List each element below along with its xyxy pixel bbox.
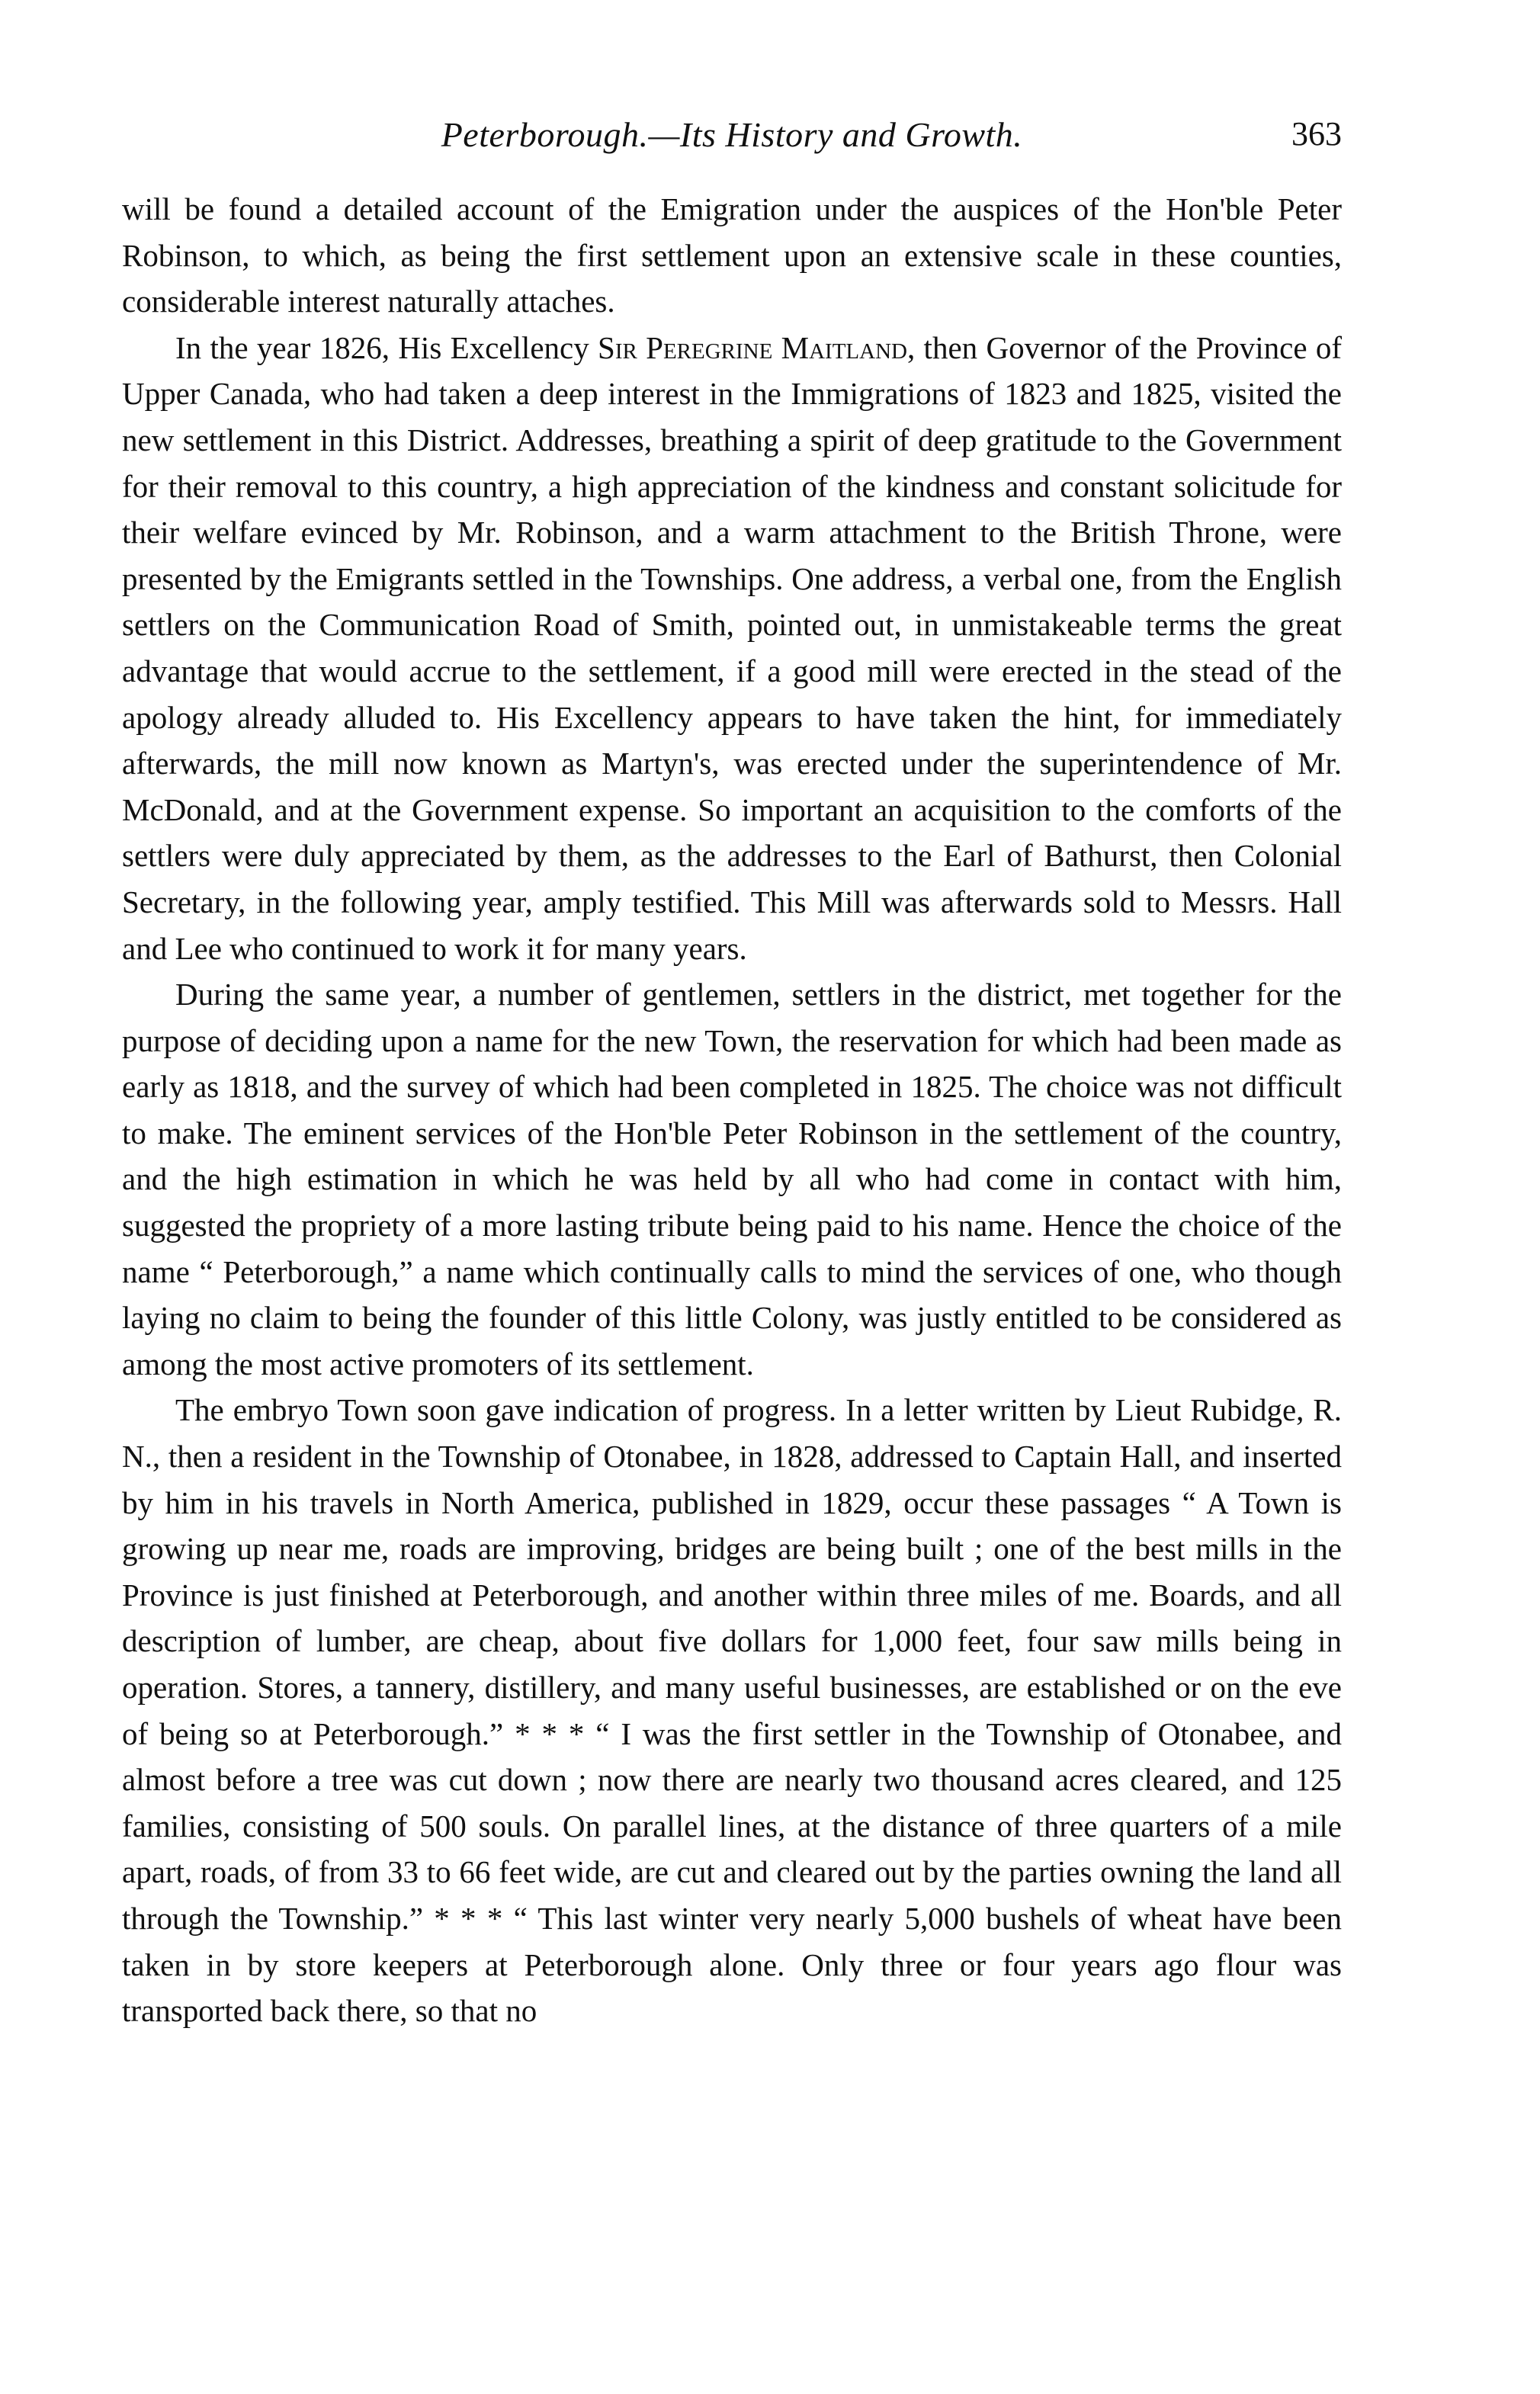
paragraph-rest: then Governor of the Province of Upper Canada, who had taken a deep interest in the Immigrations of 1823 and 1825, visited the new settlement in this District. Addresses, breathing a spirit of deep gratitude to the Government for their removal to this country, a high appreciation of the kindness and constant solicitude for their welfare evinced by Mr. Robinson, and a warm attachment to the British Throne, were presented by the Emigrants settled in the Townships. One address, a verbal one, from the English settlers on the Communication Road of Smith, pointed out, in unmistakeable terms the great advantage that would accrue to the settlement, if a good mill were erected in the stead of the apology already alluded to. His Excellency appears to have taken the hint, for immediately afterwards, the mill now known as Martyn's, was erected under the superintendence of Mr. McDonald, and at the Government expense. So important an acquisition to the comforts of the settlers were duly appreciated by them, as the addresses to the Earl of Bathurst, then Colonial Secretary, in the following year, amply testified. This Mill was afterwards sold to Messrs. Hall and Lee who continued to work it for many years. bbox=[122, 329, 1342, 966]
paragraph-lead: In the year 1826, His Excellency bbox=[175, 329, 598, 365]
page-number: 363 bbox=[1291, 115, 1342, 152]
page-header bbox=[122, 114, 1342, 160]
paragraph-town-progress: The embryo Town soon gave indication of progress. In a letter written by Lieut Rubidge, R. N., then a resident in the Township of Otonabee, in 1828, addressed to Captain Hall, and inserted by him in his travels in North America, published in 1829, occur these passages “ A Town is growing up near me, roads are improving, bridges are being built ; one of the best mills in the Province is just finished at Peterborough, and another within three miles of me. Boards, and all description of lumber, are cheap, about five dollars for 1,000 feet, four saw mills being in operation. Stores, a tannery, distillery, and many useful businesses, are established or on the eve of being so at Peterborough.” * * * “ I was the first settler in the Township of Otonabee, and almost before a tree was cut down ; now there are nearly two thousand acres cleared, and 125 families, consisting of 500 souls. On parallel lines, at the distance of three quarters of a mile apart, roads, of from 33 to 66 feet wide, are cut and cleared out by the parties owning the land all through the Township.” * * * “ This last winter very nearly 5,000 bushels of wheat have been taken in by store keepers at Peterborough alone. Only three or four years ago flour was transported back there, so that no bbox=[122, 1392, 1342, 2029]
paragraph-town-naming: During the same year, a number of gentlemen, settlers in the district, met together for the purpose of deciding upon a name for the new Town, the reservation for which had been made as early as 1818, and the survey of which had been completed in 1825. The choice was not difficult to make. The eminent services of the Hon'ble Peter Robinson in the settlement of the country, and the high estimation in which he was held by all who had come in contact with him, suggested the propriety of a more lasting tribute being paid to his name. Hence the choice of the name “ Peterborough,” a name which continually calls to mind the services of one, who though laying no claim to being the founder of this little Colony, was justly entitled to be considered as among the most active promoters of its settlement. bbox=[122, 977, 1342, 1382]
book-page bbox=[122, 114, 1342, 2034]
governor-name: Sir Peregrine Maitland, bbox=[598, 329, 916, 365]
paragraph-maitland-visit bbox=[122, 325, 1342, 971]
body-text bbox=[122, 186, 1342, 2034]
paragraph-continuation: will be found a detailed account of the Emigration under the auspices of the Hon'ble Peter Robinson, to which, as being the first settlement upon an extensive scale in these counties, considerable interest naturally attaches. bbox=[122, 191, 1342, 319]
running-head: Peterborough.—Its History and Growth. bbox=[441, 115, 1023, 154]
